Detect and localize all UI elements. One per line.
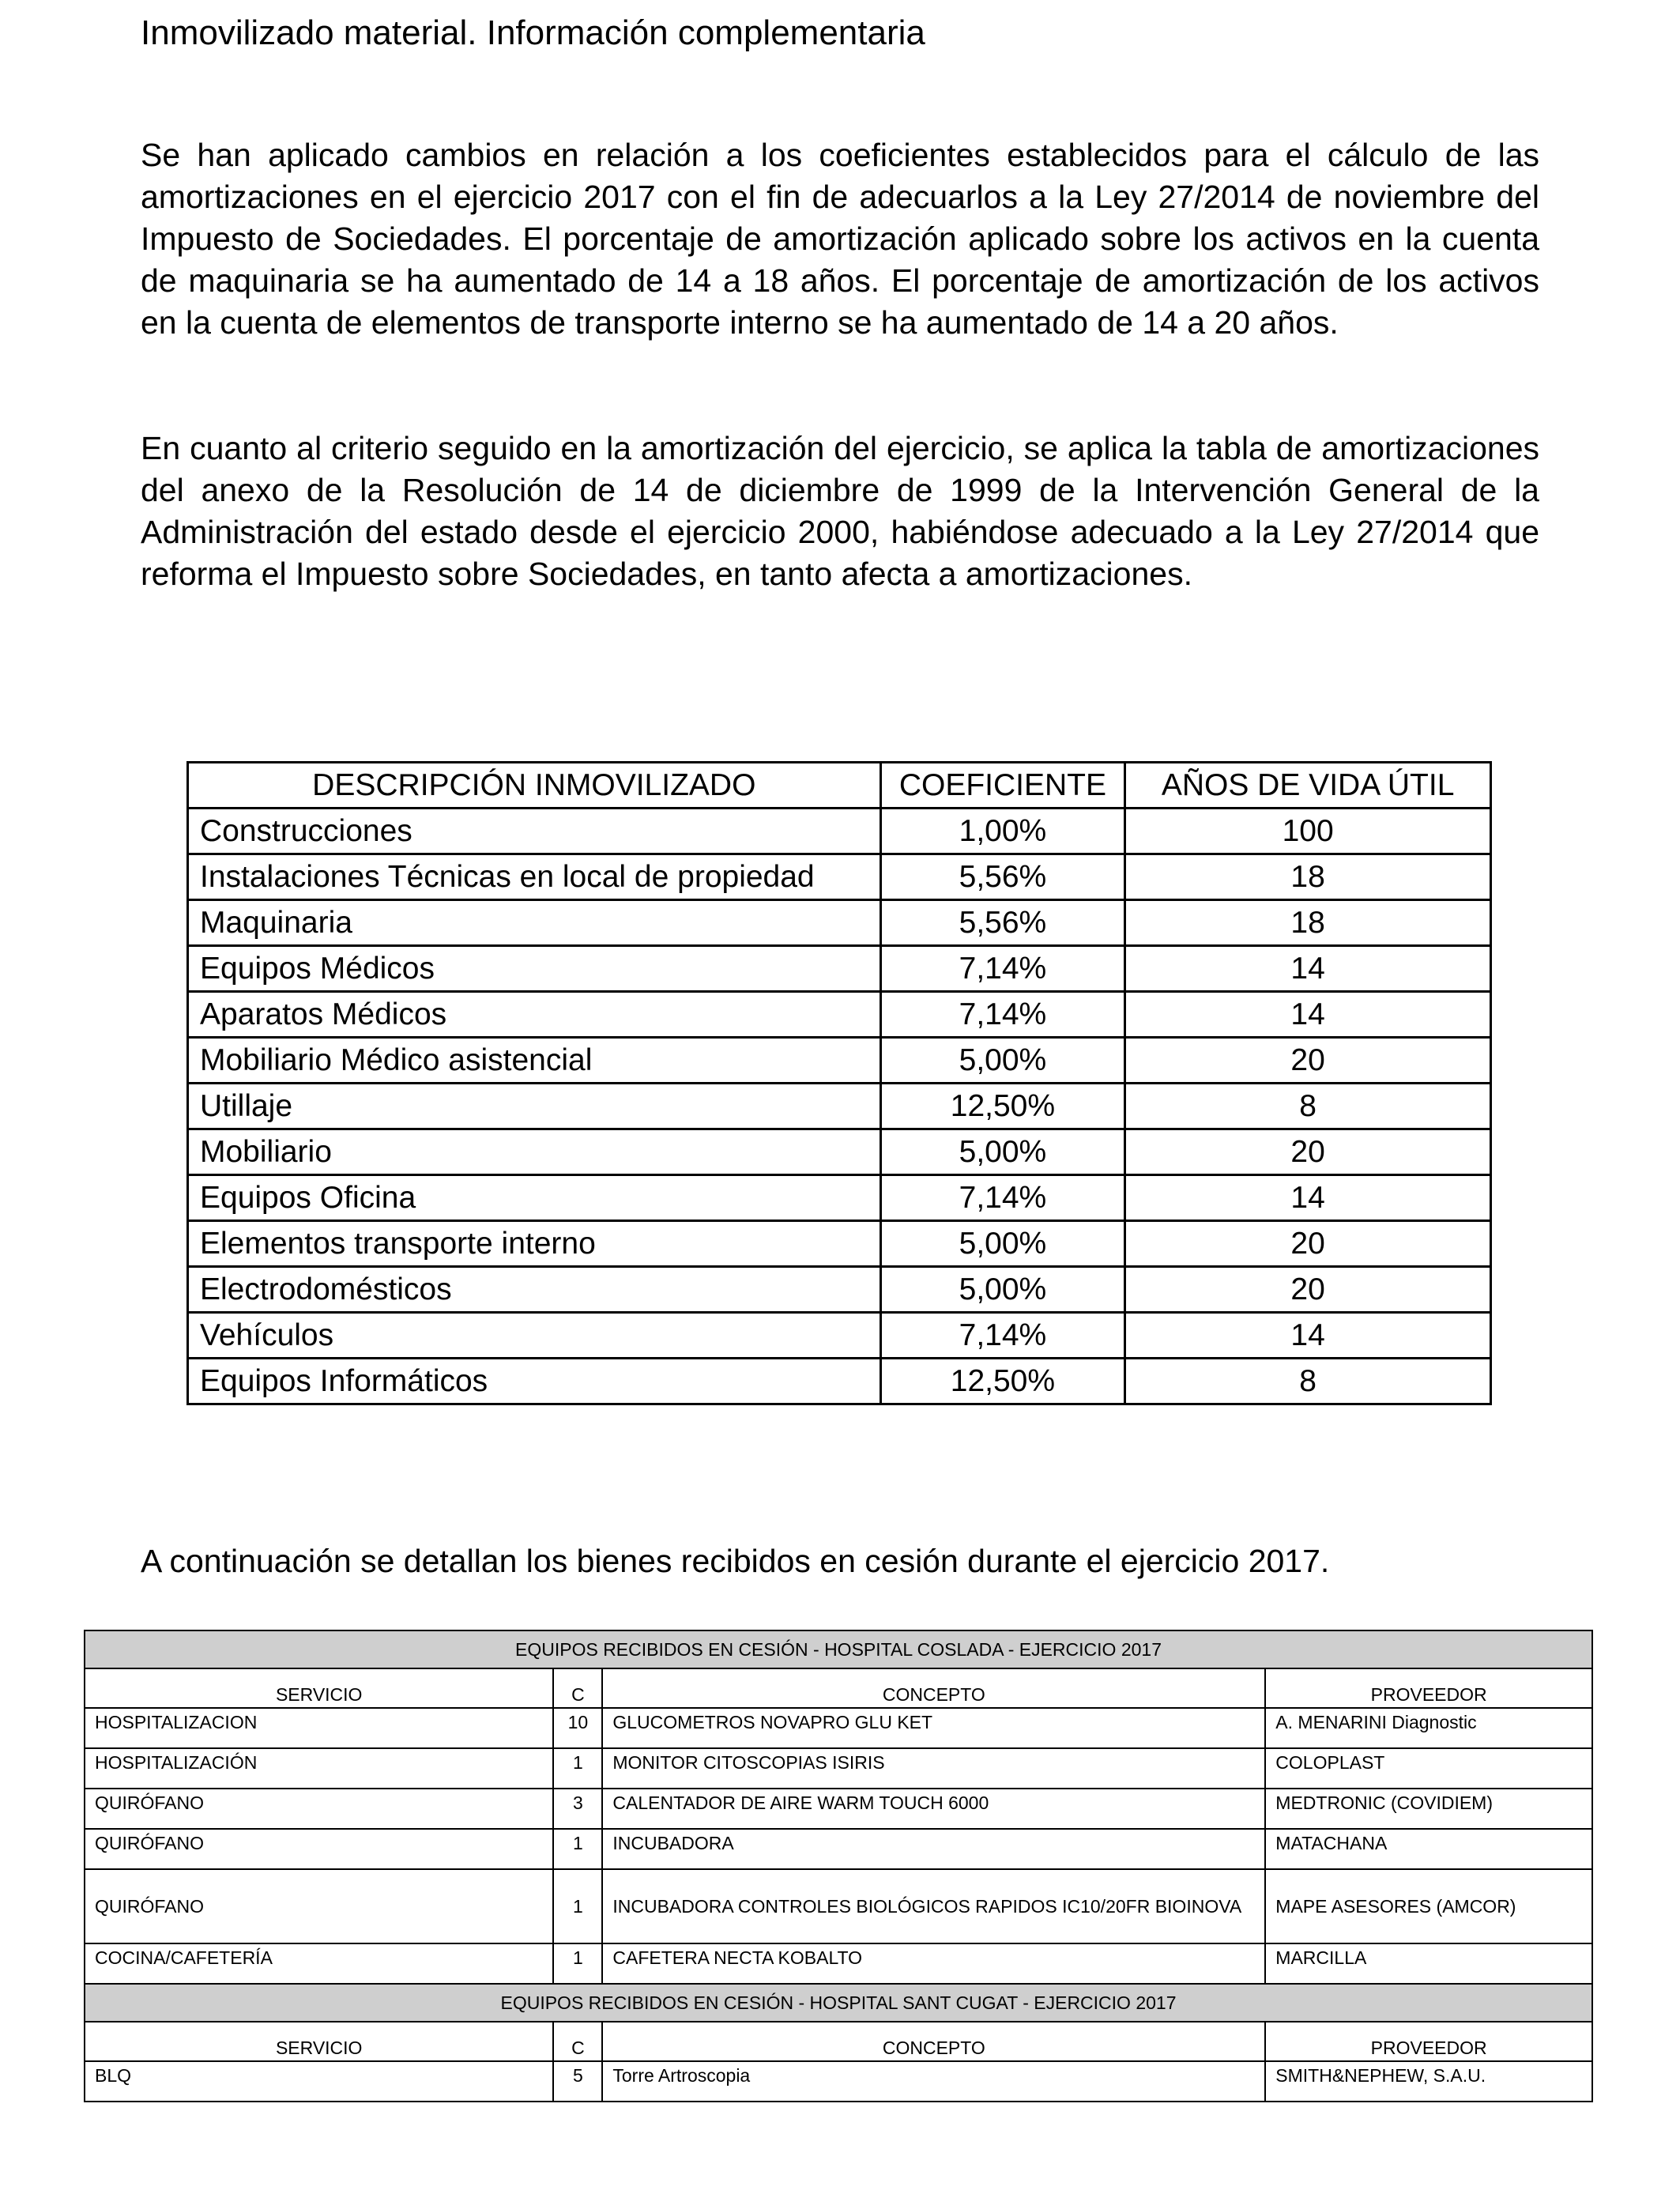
cell-servicio: HOSPITALIZACIÓN	[85, 1748, 553, 1789]
cell-descripcion: Equipos Informáticos	[188, 1359, 881, 1404]
cell-descripcion: Utillaje	[188, 1084, 881, 1129]
cell-concepto: Torre Artroscopia	[602, 2061, 1265, 2102]
table-row	[188, 1175, 1491, 1221]
cell-proveedor: MATACHANA	[1265, 1829, 1592, 1869]
cell-descripcion: Mobiliario Médico asistencial	[188, 1038, 881, 1084]
header-anos-vida-util: AÑOS DE VIDA ÚTIL	[1125, 763, 1491, 809]
cell-coeficiente: 7,14%	[880, 1313, 1125, 1359]
cell-descripcion: Mobiliario	[188, 1129, 881, 1175]
cell-cantidad: 10	[553, 1708, 602, 1748]
cell-cantidad: 1	[553, 1869, 602, 1943]
cell-anos-vida-util: 20	[1125, 1267, 1491, 1313]
table-row	[188, 1084, 1491, 1129]
table-row	[85, 2061, 1592, 2102]
cell-proveedor: MAPE ASESORES (AMCOR)	[1265, 1869, 1592, 1943]
table-row	[188, 946, 1491, 992]
coefficient-table-body	[188, 809, 1491, 1404]
cell-anos-vida-util: 14	[1125, 1175, 1491, 1221]
cell-descripcion: Maquinaria	[188, 900, 881, 946]
cell-coeficiente: 12,50%	[880, 1084, 1125, 1129]
paragraph-amortization-criteria: En cuanto al criterio seguido en la amortización del ejercicio, se aplica la tabla de amortizaciones del anexo de la Resolución de 14 de diciembre de 1999 de la Intervención General de la Administración del estado desde el ejercicio 2000, habiéndose adecuado a la Ley 27/2014 que reforma el Impuesto sobre Sociedades, en tanto afecta a amortizaciones.	[141, 430, 1539, 592]
cell-anos-vida-util: 20	[1125, 1038, 1491, 1084]
cell-servicio: COCINA/CAFETERÍA	[85, 1943, 553, 1984]
paragraph-amortization-changes: Se han aplicado cambios en relación a los coeficientes establecidos para el cálculo de las amortizaciones en el ejercicio 2017 con el fin de adecuarlos a la Ley 27/2014 de noviembre del Impuesto de Sociedades. El porcentaje de amortización aplicado sobre los activos en la cuenta de maquinaria se ha aumentado de 14 a 18 años. El porcentaje de amortización de los activos en la cuenta de elementos de transporte interno se ha aumentado de 14 a 20 años.	[141, 137, 1539, 341]
table-row	[188, 1359, 1491, 1404]
header-c: C	[553, 2022, 602, 2061]
header-servicio: SERVICIO	[85, 2022, 553, 2061]
header-descripcion: DESCRIPCIÓN INMOVILIZADO	[188, 763, 881, 809]
equipment-intro-text: A continuación se detallan los bienes recibidos en cesión durante el ejercicio 2017.	[141, 1543, 1330, 1579]
section-title: EQUIPOS RECIBIDOS EN CESIÓN - HOSPITAL SANT CUGAT - EJERCICIO 2017	[85, 1984, 1592, 2022]
cell-descripcion: Electrodomésticos	[188, 1267, 881, 1313]
header-c: C	[553, 1668, 602, 1708]
equipment-table	[84, 1630, 1593, 2102]
table-row	[85, 1708, 1592, 1748]
cell-coeficiente: 12,50%	[880, 1359, 1125, 1404]
section-title-row	[85, 1630, 1592, 1668]
section-title: EQUIPOS RECIBIDOS EN CESIÓN - HOSPITAL COSLADA - EJERCICIO 2017	[85, 1630, 1592, 1668]
table-row	[188, 900, 1491, 946]
cell-coeficiente: 5,00%	[880, 1221, 1125, 1267]
cell-servicio: QUIRÓFANO	[85, 1789, 553, 1829]
cell-concepto: INCUBADORA	[602, 1829, 1265, 1869]
table-row	[85, 1869, 1592, 1943]
cell-descripcion: Equipos Médicos	[188, 946, 881, 992]
header-coeficiente: COEFICIENTE	[880, 763, 1125, 809]
table-row	[85, 1748, 1592, 1789]
page-title: Inmovilizado material. Información complementaria	[141, 13, 925, 52]
cell-coeficiente: 7,14%	[880, 946, 1125, 992]
cell-servicio: QUIRÓFANO	[85, 1869, 553, 1943]
cell-proveedor: MEDTRONIC (COVIDIEM)	[1265, 1789, 1592, 1829]
header-proveedor: PROVEEDOR	[1265, 2022, 1592, 2061]
cell-cantidad: 5	[553, 2061, 602, 2102]
cell-coeficiente: 5,00%	[880, 1267, 1125, 1313]
cell-descripcion: Equipos Oficina	[188, 1175, 881, 1221]
table-row	[188, 1038, 1491, 1084]
cell-anos-vida-util: 20	[1125, 1221, 1491, 1267]
cell-descripcion: Aparatos Médicos	[188, 992, 881, 1038]
header-concepto: CONCEPTO	[602, 1668, 1265, 1708]
table-row	[188, 809, 1491, 854]
cell-anos-vida-util: 18	[1125, 900, 1491, 946]
cell-anos-vida-util: 8	[1125, 1359, 1491, 1404]
cell-coeficiente: 5,00%	[880, 1129, 1125, 1175]
cell-concepto: GLUCOMETROS NOVAPRO GLU KET	[602, 1708, 1265, 1748]
cell-descripcion: Vehículos	[188, 1313, 881, 1359]
cell-cantidad: 3	[553, 1789, 602, 1829]
cell-proveedor: SMITH&NEPHEW, S.A.U.	[1265, 2061, 1592, 2102]
cell-cantidad: 1	[553, 1829, 602, 1869]
table-row	[188, 992, 1491, 1038]
cell-coeficiente: 5,56%	[880, 854, 1125, 900]
table-row	[188, 1129, 1491, 1175]
table-row	[188, 854, 1491, 900]
cell-concepto: MONITOR CITOSCOPIAS ISIRIS	[602, 1748, 1265, 1789]
equipment-table-body	[85, 1630, 1592, 2102]
cell-servicio: BLQ	[85, 2061, 553, 2102]
cell-anos-vida-util: 20	[1125, 1129, 1491, 1175]
cell-proveedor: A. MENARINI Diagnostic	[1265, 1708, 1592, 1748]
cell-proveedor: COLOPLAST	[1265, 1748, 1592, 1789]
cell-anos-vida-util: 14	[1125, 1313, 1491, 1359]
cell-concepto: CAFETERA NECTA KOBALTO	[602, 1943, 1265, 1984]
header-servicio: SERVICIO	[85, 1668, 553, 1708]
header-proveedor: PROVEEDOR	[1265, 1668, 1592, 1708]
cell-descripcion: Instalaciones Técnicas en local de propiedad	[188, 854, 881, 900]
coefficient-table-header	[188, 763, 1491, 809]
cell-anos-vida-util: 14	[1125, 992, 1491, 1038]
cell-cantidad: 1	[553, 1943, 602, 1984]
cell-concepto: INCUBADORA CONTROLES BIOLÓGICOS RAPIDOS IC10/20FR BIOINOVA	[602, 1869, 1265, 1943]
table-row	[85, 1829, 1592, 1869]
cell-coeficiente: 7,14%	[880, 1175, 1125, 1221]
cell-descripcion: Construcciones	[188, 809, 881, 854]
cell-concepto: CALENTADOR DE AIRE WARM TOUCH 6000	[602, 1789, 1265, 1829]
cell-coeficiente: 1,00%	[880, 809, 1125, 854]
cell-coeficiente: 5,00%	[880, 1038, 1125, 1084]
cell-anos-vida-util: 18	[1125, 854, 1491, 900]
section-title-row	[85, 1984, 1592, 2022]
table-row	[188, 1221, 1491, 1267]
cell-anos-vida-util: 14	[1125, 946, 1491, 992]
table-row	[85, 1943, 1592, 1984]
cell-anos-vida-util: 100	[1125, 809, 1491, 854]
cell-proveedor: MARCILLA	[1265, 1943, 1592, 1984]
cell-servicio: HOSPITALIZACION	[85, 1708, 553, 1748]
header-concepto: CONCEPTO	[602, 2022, 1265, 2061]
table-row	[188, 1313, 1491, 1359]
cell-cantidad: 1	[553, 1748, 602, 1789]
equipment-header-row	[85, 2022, 1592, 2061]
table-row	[188, 1267, 1491, 1313]
cell-coeficiente: 5,56%	[880, 900, 1125, 946]
cell-coeficiente: 7,14%	[880, 992, 1125, 1038]
table-row	[85, 1789, 1592, 1829]
coefficient-table	[186, 761, 1492, 1405]
cell-anos-vida-util: 8	[1125, 1084, 1491, 1129]
cell-descripcion: Elementos transporte interno	[188, 1221, 881, 1267]
cell-servicio: QUIRÓFANO	[85, 1829, 553, 1869]
equipment-header-row	[85, 1668, 1592, 1708]
